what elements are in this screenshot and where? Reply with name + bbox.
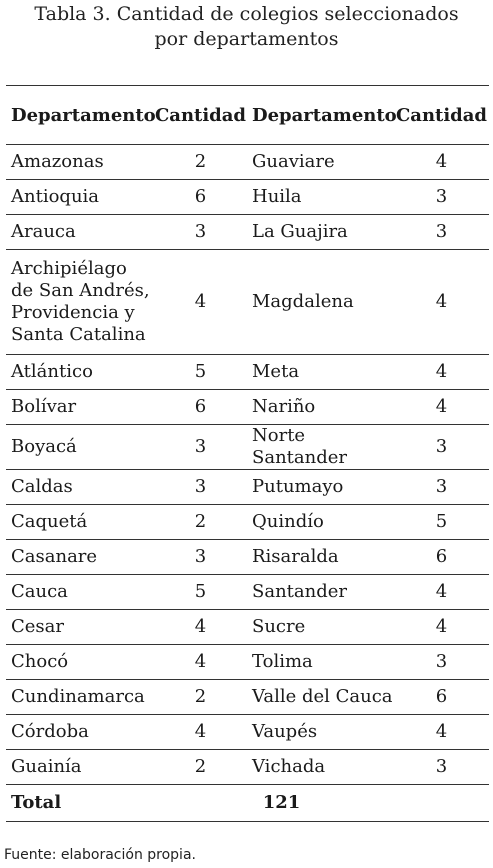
table-row	[6, 575, 489, 610]
quantity-cell: 2	[154, 680, 247, 715]
quantity-cell: 3	[394, 180, 489, 215]
quantity-cell: 3	[394, 425, 489, 470]
source-note: Fuente: elaboración propia.	[4, 847, 196, 863]
table-header-row	[6, 86, 489, 145]
departments-table	[6, 85, 489, 822]
header-cantidad-2: Cantidad	[394, 86, 489, 145]
dept-name-cell: Santander	[247, 575, 394, 610]
quantity-cell: 4	[394, 610, 489, 645]
quantity-cell: 3	[394, 645, 489, 680]
table-body	[6, 145, 489, 785]
dept-name-cell: Vichada	[247, 750, 394, 785]
quantity-cell: 4	[394, 715, 489, 750]
dept-name-cell: Nariño	[247, 390, 394, 425]
table-row	[6, 180, 489, 215]
quantity-cell: 6	[154, 180, 247, 215]
quantity-cell: 3	[394, 750, 489, 785]
table-row	[6, 145, 489, 180]
dept-name-cell: Atlántico	[6, 355, 154, 390]
dept-name-cell: Sucre	[247, 610, 394, 645]
table-row	[6, 610, 489, 645]
header-cantidad-1: Cantidad	[154, 86, 247, 145]
quantity-cell: 3	[394, 470, 489, 505]
dept-name-cell: Caquetá	[6, 505, 154, 540]
quantity-cell: 4	[154, 610, 247, 645]
dept-name-cell: Casanare	[6, 540, 154, 575]
table-row	[6, 355, 489, 390]
quantity-cell: 4	[394, 145, 489, 180]
table-row	[6, 645, 489, 680]
table-row	[6, 680, 489, 715]
quantity-cell: 4	[154, 250, 247, 355]
dept-name-cell: Tolima	[247, 645, 394, 680]
caption-line-2: por departamentos	[154, 28, 339, 50]
quantity-cell: 4	[394, 390, 489, 425]
dept-name-cell: Caldas	[6, 470, 154, 505]
dept-name-cell: Guaviare	[247, 145, 394, 180]
quantity-cell: 5	[154, 575, 247, 610]
table-row	[6, 390, 489, 425]
table-row	[6, 425, 489, 470]
caption-line-1: Tabla 3. Cantidad de colegios seleccionados	[34, 3, 459, 25]
table-row	[6, 715, 489, 750]
quantity-cell: 4	[154, 715, 247, 750]
dept-name-cell: Putumayo	[247, 470, 394, 505]
header-departamento-2: Departamento	[247, 86, 394, 145]
total-label: Total	[6, 785, 154, 822]
table-row	[6, 505, 489, 540]
quantity-cell: 6	[394, 680, 489, 715]
dept-name-cell: Cesar	[6, 610, 154, 645]
table-row	[6, 750, 489, 785]
dept-name-cell: Norte Santander	[247, 425, 394, 470]
quantity-cell: 4	[394, 250, 489, 355]
dept-name-cell: Chocó	[6, 645, 154, 680]
dept-name-cell: Amazonas	[6, 145, 154, 180]
dept-name-cell: La Guajira	[247, 215, 394, 250]
quantity-cell: 4	[394, 355, 489, 390]
quantity-cell: 3	[154, 215, 247, 250]
dept-name-cell: Quindío	[247, 505, 394, 540]
dept-name-cell: Meta	[247, 355, 394, 390]
dept-name-cell: Córdoba	[6, 715, 154, 750]
quantity-cell: 3	[154, 470, 247, 505]
table-row	[6, 470, 489, 505]
total-value: 121	[154, 785, 489, 822]
dept-name-cell: Risaralda	[247, 540, 394, 575]
quantity-cell: 3	[394, 215, 489, 250]
quantity-cell: 3	[154, 425, 247, 470]
dept-name-cell: Cundinamarca	[6, 680, 154, 715]
quantity-cell: 4	[394, 575, 489, 610]
quantity-cell: 2	[154, 145, 247, 180]
dept-name-cell: Archipiélago de San Andrés, Providencia y Santa Catalina	[6, 250, 154, 355]
total-row	[6, 785, 489, 822]
table-caption	[0, 2, 493, 52]
quantity-cell: 2	[154, 750, 247, 785]
quantity-cell: 6	[154, 390, 247, 425]
table-row	[6, 250, 489, 355]
dept-name-cell: Bolívar	[6, 390, 154, 425]
quantity-cell: 5	[154, 355, 247, 390]
dept-name-cell: Magdalena	[247, 250, 394, 355]
header-departamento-1: Departamento	[6, 86, 154, 145]
quantity-cell: 2	[154, 505, 247, 540]
table-row	[6, 215, 489, 250]
quantity-cell: 5	[394, 505, 489, 540]
quantity-cell: 6	[394, 540, 489, 575]
dept-name-cell: Boyacá	[6, 425, 154, 470]
dept-name-cell: Cauca	[6, 575, 154, 610]
quantity-cell: 3	[154, 540, 247, 575]
dept-name-cell: Arauca	[6, 215, 154, 250]
dept-name-cell: Huila	[247, 180, 394, 215]
dept-name-cell: Valle del Cauca	[247, 680, 394, 715]
dept-name-cell: Vaupés	[247, 715, 394, 750]
dept-name-cell: Antioquia	[6, 180, 154, 215]
table-row	[6, 540, 489, 575]
quantity-cell: 4	[154, 645, 247, 680]
dept-name-cell: Guainía	[6, 750, 154, 785]
